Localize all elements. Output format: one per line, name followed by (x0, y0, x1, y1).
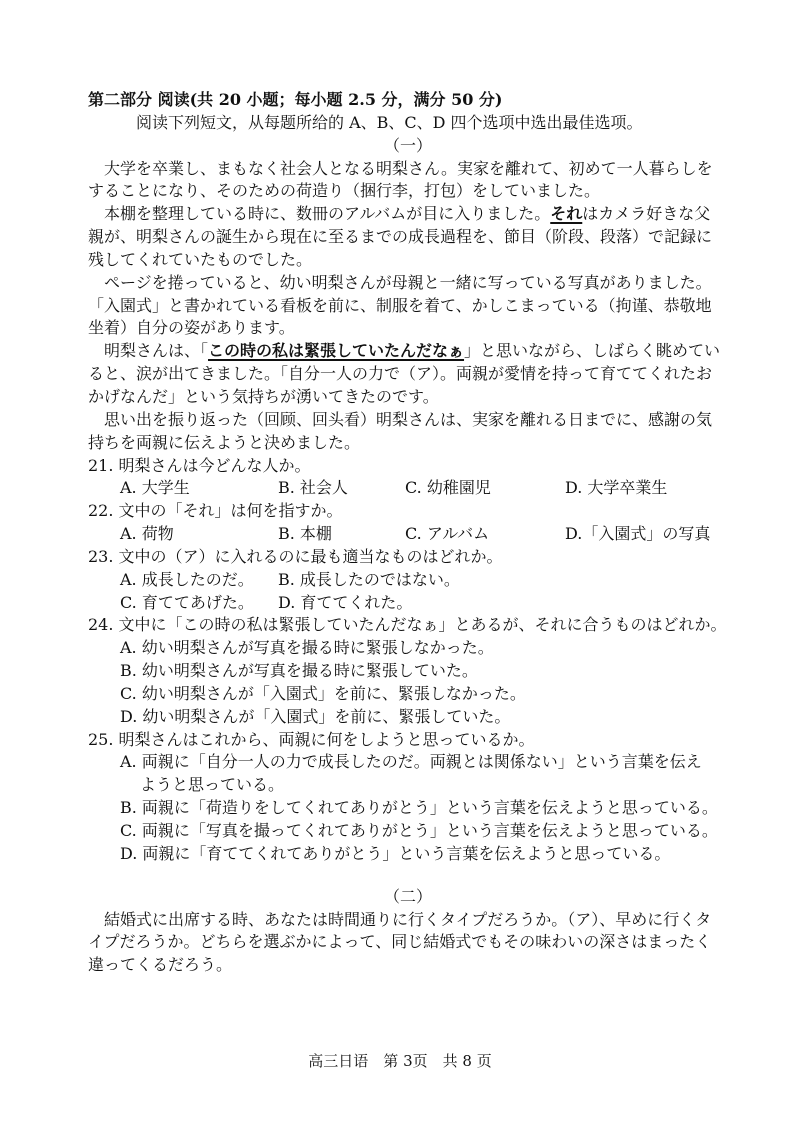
answer-option: B. 幼い明梨さんが写真を撮る時に緊張していた。 (120, 661, 478, 681)
options-row (88, 523, 728, 546)
passage-line (88, 432, 728, 455)
question-stem: 24. 文中に「この時の私は緊張していたんだなぁ」とあるが、それに合うものはどれか。 (88, 615, 727, 635)
answer-option: C. 両親に「写真を撮ってくれてありがとう」という言葉を伝えようと思っている。 (120, 821, 718, 840)
passage-line (88, 158, 728, 181)
passage-line (88, 295, 728, 318)
answer-option: D. 幼い明梨さんが「入園式」を前に、緊張していた。 (120, 706, 511, 726)
passage-line (88, 203, 728, 226)
answer-option: D.「入園式」の写真 (565, 524, 711, 544)
passage-line (88, 931, 728, 954)
passage-line (88, 226, 728, 249)
text-segment: することになり、そのための荷造り（捆行李，打包）をしていました。 (88, 181, 601, 201)
answer-option: A. 荷物 (120, 524, 174, 544)
underlined-phrase: それ (550, 204, 583, 224)
passage-1 (88, 158, 728, 455)
passage-line (88, 409, 728, 432)
passage-line (88, 180, 728, 203)
answer-option: B. 本棚 (278, 524, 332, 544)
text-segment: 親が、明梨さんの誕生から現在に至るまでの成長過程を、節目（阶段、段落）で記録に (88, 227, 713, 247)
text-segment: 結婚式に出席する時、あなたは時間通りに行くタイプだろうか。（ア）、早めに行くタ (104, 909, 712, 929)
question-stem: 21. 明梨さんは今どんな人か。 (88, 455, 311, 475)
options-row (88, 569, 728, 592)
question-stem: 23. 文中の（ア）に入れるのに最も適当なものはどれか。 (88, 546, 503, 566)
text-segment: 「入園式」と書かれている看板を前に、制服を着て、かしこまっている（拘谨、恭敬地 (88, 295, 712, 315)
answer-option: B. 成長したのではない。 (278, 569, 460, 589)
answer-option: A. 幼い明梨さんが写真を撮る時に緊張しなかった。 (120, 638, 494, 658)
answer-option: A. 両親に「自分一人の力で成長したのだ。両親とは関係ない」という言葉を伝え (120, 752, 702, 772)
answer-option: D. 両親に「育ててくれてありがとう」という言葉を伝えようと思っている。 (120, 843, 671, 863)
answer-option: D. 育ててくれた。 (278, 592, 413, 612)
answer-option: C. 育ててあげた。 (120, 592, 254, 612)
options-row (88, 477, 728, 500)
exam-page (88, 89, 728, 977)
text-segment: 明梨さんは、「 (104, 341, 209, 361)
text-segment: 本棚を整理している時に、数冊のアルバムが目に入りました。 (104, 204, 551, 224)
question-stem: 25. 明梨さんはこれから、両親に何をしようと思っているか。 (88, 729, 535, 749)
text-segment: ると、涙が出てきました。「自分一人の力で（ア）。両親が愛情を持って育ててくれたお (88, 364, 713, 384)
answer-option: B. 社会人 (278, 478, 348, 498)
text-segment: イプだろうか。どちらを選ぶかによって、同じ結婚式でもその味わいの深さはまったく (88, 932, 712, 952)
answer-option: C. アルバム (405, 524, 490, 544)
answer-option: B. 両親に「荷造りをしてくれてありがとう」という言葉を伝えようと思っている。 (120, 798, 718, 818)
text-segment: 思い出を振り返った（回顾、回头看）明梨さんは、実家を離れる日までに、感謝の気 (104, 409, 713, 429)
answer-option: C. 幼い明梨さんが「入園式」を前に、緊張しなかった。 (120, 683, 526, 703)
page-footer: 高三日语 第 3页 共 8 页 (308, 1052, 492, 1070)
section1-title: （一） (383, 135, 432, 155)
passage-line (88, 249, 728, 272)
question-stem: 22. 文中の「それ」は何を指すか。 (88, 501, 343, 521)
passage-2 (88, 909, 728, 978)
passage-line (88, 954, 728, 977)
text-segment: 」と思いながら、しばらく眺めてい (464, 341, 721, 361)
text-segment: かげなんだ」という気持ちが湧いてきたのです。 (88, 386, 439, 406)
passage-line (88, 386, 728, 409)
text-segment: 持ちを両親に伝えようと決めました。 (88, 432, 361, 452)
section-heading: 第二部分 阅读(共 20 小题；每小题 2.5 分，满分 50 分) (88, 90, 503, 109)
text-segment: 大学を卒業し、まもなく社会人となる明梨さん。実家を離れて、初めて一人暮らしを (104, 158, 713, 178)
underlined-phrase: この時の私は緊張していたんだなぁ (208, 341, 465, 361)
section2-title: （二） (383, 886, 432, 906)
passage-line (88, 363, 728, 386)
answer-option: A. 大学生 (120, 478, 190, 498)
answer-option: C. 幼稚園児 (405, 478, 491, 498)
passage-line (88, 909, 728, 932)
passage-line (88, 340, 728, 363)
options-row (88, 592, 728, 615)
text-segment: 違ってくるだろう。 (88, 955, 233, 975)
passage-line (88, 272, 728, 295)
text-segment: 坐着）自分の姿があります。 (88, 318, 295, 338)
answer-option: ようと思っている。 (140, 775, 285, 795)
answer-option: A. 成長したのだ。 (120, 569, 254, 589)
questions (88, 455, 728, 866)
text-segment: ページを捲っていると、幼い明梨さんが母親と一緒に写っている写真がありました。 (104, 272, 712, 292)
answer-option: D. 大学卒業生 (565, 478, 668, 498)
instruction: 阅读下列短文，从每题所给的 A、B、C、D 四个选项中选出最佳选项。 (136, 112, 643, 132)
text-segment: 残してくれていたものでした。 (88, 249, 313, 269)
passage-line (88, 317, 728, 340)
text-segment: はカメラ好きな父 (582, 204, 711, 224)
